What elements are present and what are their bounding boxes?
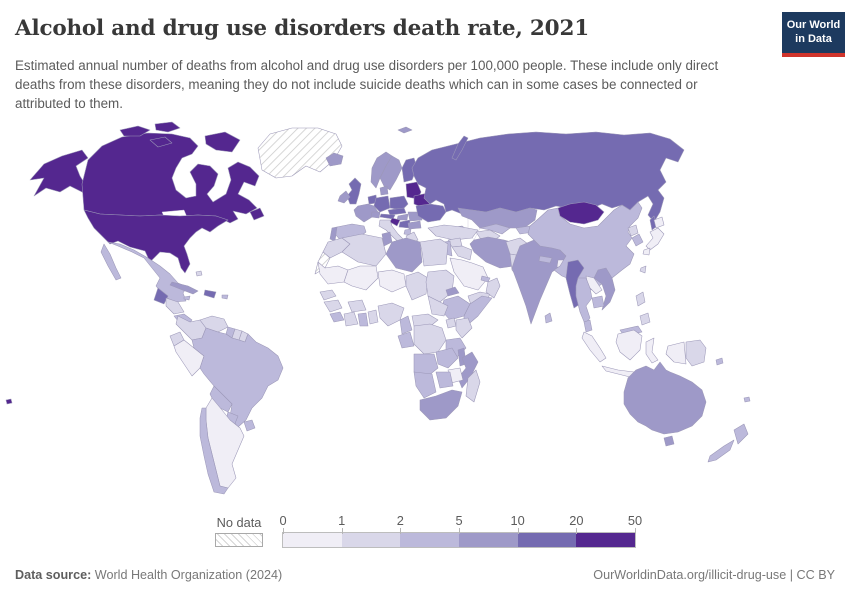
country-taiwan[interactable]	[640, 266, 646, 273]
country-drc[interactable]	[414, 324, 446, 354]
page-title: Alcohol and drug use disorders death rate, 2021	[15, 16, 589, 41]
no-data-swatch[interactable]	[215, 533, 263, 547]
country-switzerland[interactable]	[371, 212, 380, 218]
legend-bin-5-10[interactable]	[459, 533, 518, 547]
country-japan-honshu[interactable]	[646, 228, 664, 250]
country-new-zealand-north[interactable]	[734, 424, 748, 444]
country-canada-arctic-2[interactable]	[155, 122, 180, 132]
legend-tick-mark	[576, 528, 577, 534]
country-canada-baffin[interactable]	[205, 132, 240, 152]
legend-tick-mark	[283, 528, 284, 534]
country-new-zealand-south[interactable]	[708, 440, 734, 462]
country-indonesia-sulawesi[interactable]	[646, 338, 658, 363]
country-indonesia-sumatra[interactable]	[582, 332, 606, 362]
no-data-label: No data	[216, 515, 262, 530]
chart-subtitle: Estimated annual number of deaths from alcohol and drug use disorders per 100,000 people. These include only direct deaths from these disorders, meaning they do not include suicide deaths which can in some cases be connected or attributed to them.	[15, 58, 719, 112]
country-south-korea[interactable]	[632, 234, 643, 246]
country-ireland[interactable]	[338, 191, 350, 203]
country-malaysia[interactable]	[584, 320, 592, 332]
legend-tick-label: 2	[396, 513, 404, 528]
map-legend	[0, 512, 850, 554]
country-libya[interactable]	[386, 238, 422, 272]
country-sierra-leone-liberia[interactable]	[330, 312, 344, 322]
legend-tick-labels	[279, 513, 643, 529]
legend-tick-label: 10	[510, 513, 525, 528]
country-hispaniola[interactable]	[204, 290, 216, 298]
country-tasmania[interactable]	[664, 436, 674, 446]
country-united-kingdom[interactable]	[347, 178, 361, 204]
country-india[interactable]	[512, 240, 566, 324]
world-map	[0, 120, 850, 515]
legend-bin-10-20[interactable]	[518, 533, 577, 547]
country-tunisia[interactable]	[382, 232, 392, 246]
legend-bin-2-5[interactable]	[400, 533, 459, 547]
country-puerto-rico[interactable]	[222, 295, 228, 299]
country-algeria[interactable]	[342, 234, 386, 266]
country-ivory-coast[interactable]	[344, 312, 358, 326]
footer-license[interactable]: OurWorldinData.org/illicit-drug-use | CC BY	[593, 568, 835, 582]
legend-tick-mark	[518, 528, 519, 534]
country-australia[interactable]	[624, 362, 706, 434]
owid-logo-line2: in Data	[795, 32, 832, 45]
footer	[15, 568, 835, 582]
country-niger[interactable]	[378, 270, 406, 292]
country-philippines-mindanao[interactable]	[640, 313, 650, 325]
country-cambodia[interactable]	[592, 296, 604, 308]
country-indonesia-borneo[interactable]	[616, 330, 642, 360]
country-portugal[interactable]	[330, 227, 337, 241]
country-russia[interactable]	[412, 132, 684, 222]
legend-bar[interactable]	[283, 533, 635, 547]
country-burkina-faso[interactable]	[348, 300, 366, 312]
country-mali[interactable]	[344, 266, 378, 290]
country-egypt[interactable]	[420, 239, 448, 266]
country-bahamas[interactable]	[196, 271, 202, 276]
country-fiji[interactable]	[744, 397, 750, 402]
legend-tick-label: 5	[455, 513, 463, 528]
legend-tick-label: 1	[338, 513, 346, 528]
country-togo-benin[interactable]	[368, 310, 378, 324]
country-papua-new-guinea[interactable]	[686, 340, 706, 366]
data-source	[15, 568, 282, 582]
country-united-states-hawaii[interactable]	[6, 399, 12, 404]
country-indonesia-java[interactable]	[602, 366, 634, 377]
country-poland[interactable]	[390, 196, 408, 210]
legend-bin-1-2[interactable]	[342, 533, 401, 547]
country-botswana[interactable]	[436, 372, 453, 388]
country-iraq[interactable]	[452, 246, 472, 260]
legend-tick-mark	[459, 528, 460, 534]
country-gabon-congo[interactable]	[398, 332, 414, 348]
data-source-label: Data source:	[15, 568, 92, 582]
country-japan-kyushu[interactable]	[643, 248, 650, 255]
country-philippines-luzon[interactable]	[636, 292, 645, 306]
country-mexico-baja[interactable]	[101, 244, 121, 280]
country-svalbard[interactable]	[398, 127, 412, 133]
country-indonesia-papua[interactable]	[666, 342, 686, 364]
legend-tick-mark	[342, 528, 343, 534]
country-solomon-islands[interactable]	[716, 358, 723, 365]
country-saudi-arabia[interactable]	[450, 258, 488, 290]
country-guinea[interactable]	[324, 300, 342, 312]
country-chad[interactable]	[406, 272, 428, 300]
country-jamaica[interactable]	[184, 296, 190, 300]
legend-tick-label: 0	[279, 513, 287, 528]
legend-tick-mark	[635, 528, 636, 534]
country-denmark[interactable]	[380, 186, 388, 195]
owid-logo[interactable]	[782, 12, 845, 57]
country-cameroon[interactable]	[400, 316, 412, 334]
country-hungary[interactable]	[397, 214, 408, 220]
legend-bin-20-50[interactable]	[576, 533, 635, 547]
legend-bin-0-1[interactable]	[283, 533, 342, 547]
country-sri-lanka[interactable]	[545, 313, 552, 323]
country-ghana[interactable]	[358, 313, 368, 326]
owid-logo-line1: Our World	[786, 18, 841, 31]
country-greenland[interactable]	[258, 128, 342, 178]
country-namibia[interactable]	[414, 372, 436, 398]
legend-tick-label: 50	[627, 513, 643, 528]
data-source-text: World Health Organization (2024)	[91, 568, 283, 582]
country-czech-slovakia[interactable]	[388, 208, 406, 215]
legend-tick-mark	[400, 528, 401, 534]
country-uganda[interactable]	[446, 318, 456, 328]
legend-tick-label: 20	[569, 513, 584, 528]
country-senegal[interactable]	[320, 290, 336, 300]
country-uruguay[interactable]	[244, 420, 255, 431]
